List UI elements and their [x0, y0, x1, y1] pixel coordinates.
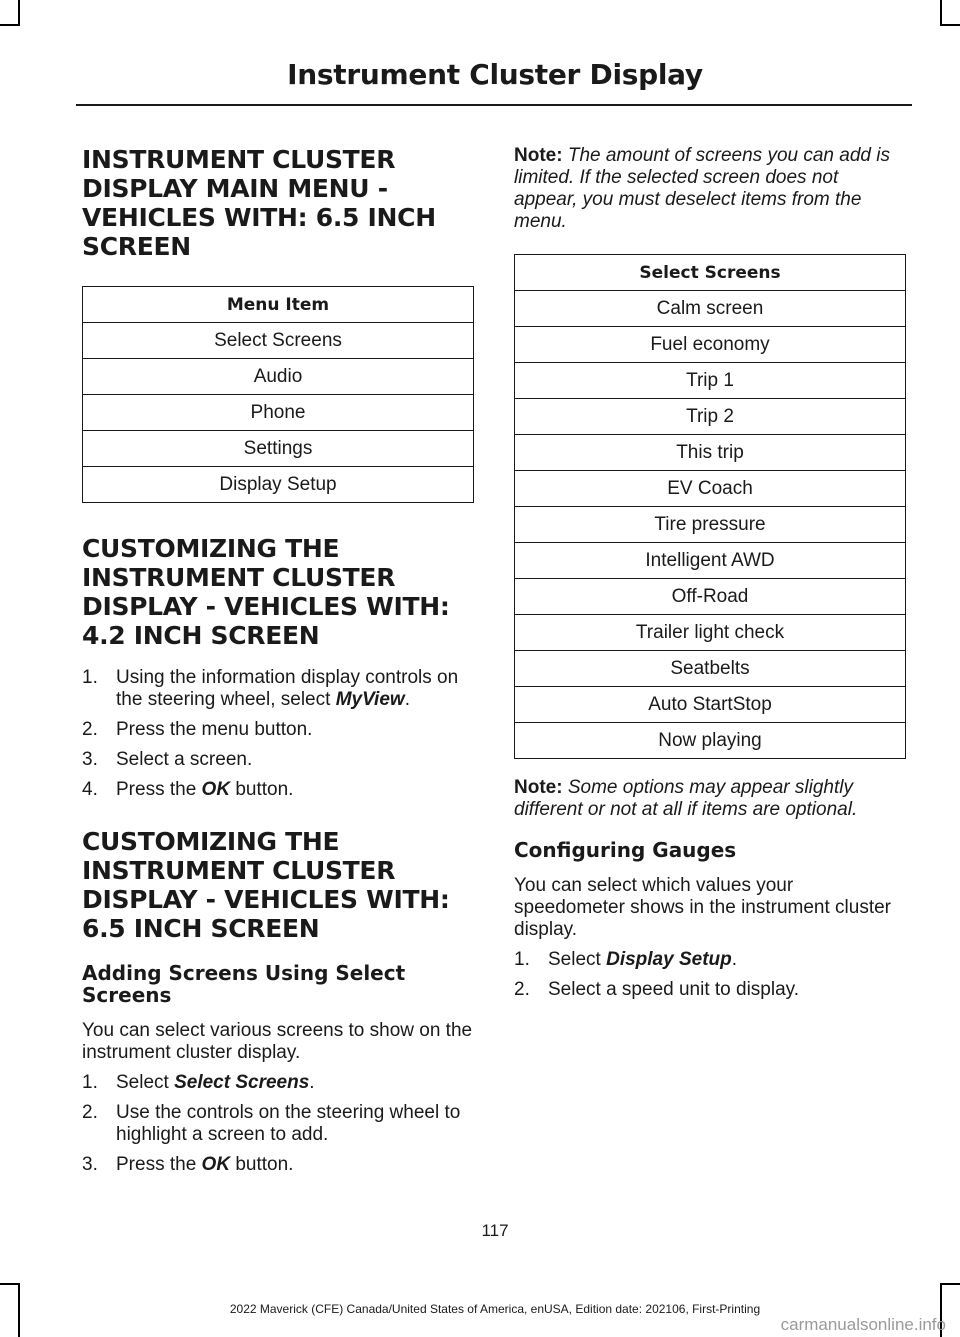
- page-title: Instrument Cluster Display: [287, 58, 703, 91]
- table-cell: EV Coach: [515, 471, 906, 507]
- list-item: 1. Select Select Screens.: [82, 1072, 315, 1093]
- table-cell: Fuel economy: [515, 327, 906, 363]
- table-cell: Display Setup: [83, 467, 474, 503]
- table-cell: Seatbelts: [515, 651, 906, 687]
- section-title-customizing-42: CUSTOMIZING THE INSTRUMENT CLUSTER DISPLAY - VEHICLES WITH: 4.2 INCH SCREEN: [82, 534, 450, 650]
- table-cell: Trailer light check: [515, 615, 906, 651]
- table-cell: Tire pressure: [515, 507, 906, 543]
- table-cell: Audio: [83, 359, 474, 395]
- crop-mark-top-left-h: [0, 24, 20, 26]
- table-cell: Auto StartStop: [515, 687, 906, 723]
- select-screens-table: [514, 254, 906, 759]
- note-optional-items: Note: Some options may appear slightly different or not at all if items are optional.: [514, 777, 858, 820]
- table-cell: Calm screen: [515, 291, 906, 327]
- list-item: 3. Select a screen.: [82, 749, 253, 770]
- table-cell: Select Screens: [83, 323, 474, 359]
- crop-mark-bottom-left-h: [0, 1283, 20, 1285]
- watermark: carmanualsonline.info: [780, 1315, 946, 1334]
- steps-list-adding: [82, 1072, 474, 1176]
- list-item: 3. Press the OK button.: [82, 1154, 294, 1175]
- table-cell: Now playing: [515, 723, 906, 759]
- list-item: 2. Press the menu button.: [82, 719, 313, 740]
- note-screen-limit: Note: The amount of screens you can add is limited. If the selected screen does not appear, you must deselect items from the menu.: [514, 145, 890, 232]
- subsection-title-adding-screens: Adding Screens Using Select Screens: [82, 961, 406, 1007]
- table-cell: Settings: [83, 431, 474, 467]
- table-header: Select Screens: [515, 255, 906, 291]
- steps-list-gauges: [514, 949, 906, 1001]
- page-number: 117: [481, 1221, 509, 1240]
- table-header: Menu Item: [83, 287, 474, 323]
- footer-edition-info: 2022 Maverick (CFE) Canada/United States of America, enUSA, Edition date: 202106, First-Printing: [229, 1302, 761, 1316]
- right-column: [514, 145, 906, 1009]
- list-item: 2. Use the controls on the steering wheel to highlight a screen to add.: [82, 1102, 461, 1145]
- paragraph: You can select which values your speedometer shows in the instrument cluster display.: [514, 875, 892, 940]
- table-cell: Phone: [83, 395, 474, 431]
- menu-item-table: [82, 286, 474, 503]
- paragraph: You can select various screens to show on the instrument cluster display.: [82, 1020, 473, 1063]
- crop-mark-top-right-h: [940, 24, 960, 26]
- left-column: [82, 145, 474, 1184]
- list-item: 1. Using the information display controls on the steering wheel, select MyView.: [82, 667, 459, 710]
- section-title-main-menu: INSTRUMENT CLUSTER DISPLAY MAIN MENU - VEHICLES WITH: 6.5 INCH SCREEN: [82, 145, 436, 261]
- list-item: 1. Select Display Setup.: [514, 949, 738, 970]
- table-cell: Intelligent AWD: [515, 543, 906, 579]
- list-item: 4. Press the OK button.: [82, 779, 294, 800]
- crop-mark-top-right-v: [940, 0, 942, 26]
- table-cell: Trip 1: [515, 363, 906, 399]
- table-cell: Off-Road: [515, 579, 906, 615]
- table-cell: This trip: [515, 435, 906, 471]
- steps-list-42: [82, 667, 474, 801]
- title-divider: [76, 104, 912, 106]
- crop-mark-bottom-right-h: [940, 1283, 960, 1285]
- list-item: 2. Select a speed unit to display.: [514, 979, 800, 1000]
- table-cell: Trip 2: [515, 399, 906, 435]
- section-title-customizing-65: CUSTOMIZING THE INSTRUMENT CLUSTER DISPLAY - VEHICLES WITH: 6.5 INCH SCREEN: [82, 827, 450, 943]
- crop-mark-top-left-v: [18, 0, 20, 26]
- subsection-title-configuring-gauges: Configuring Gauges: [514, 838, 737, 862]
